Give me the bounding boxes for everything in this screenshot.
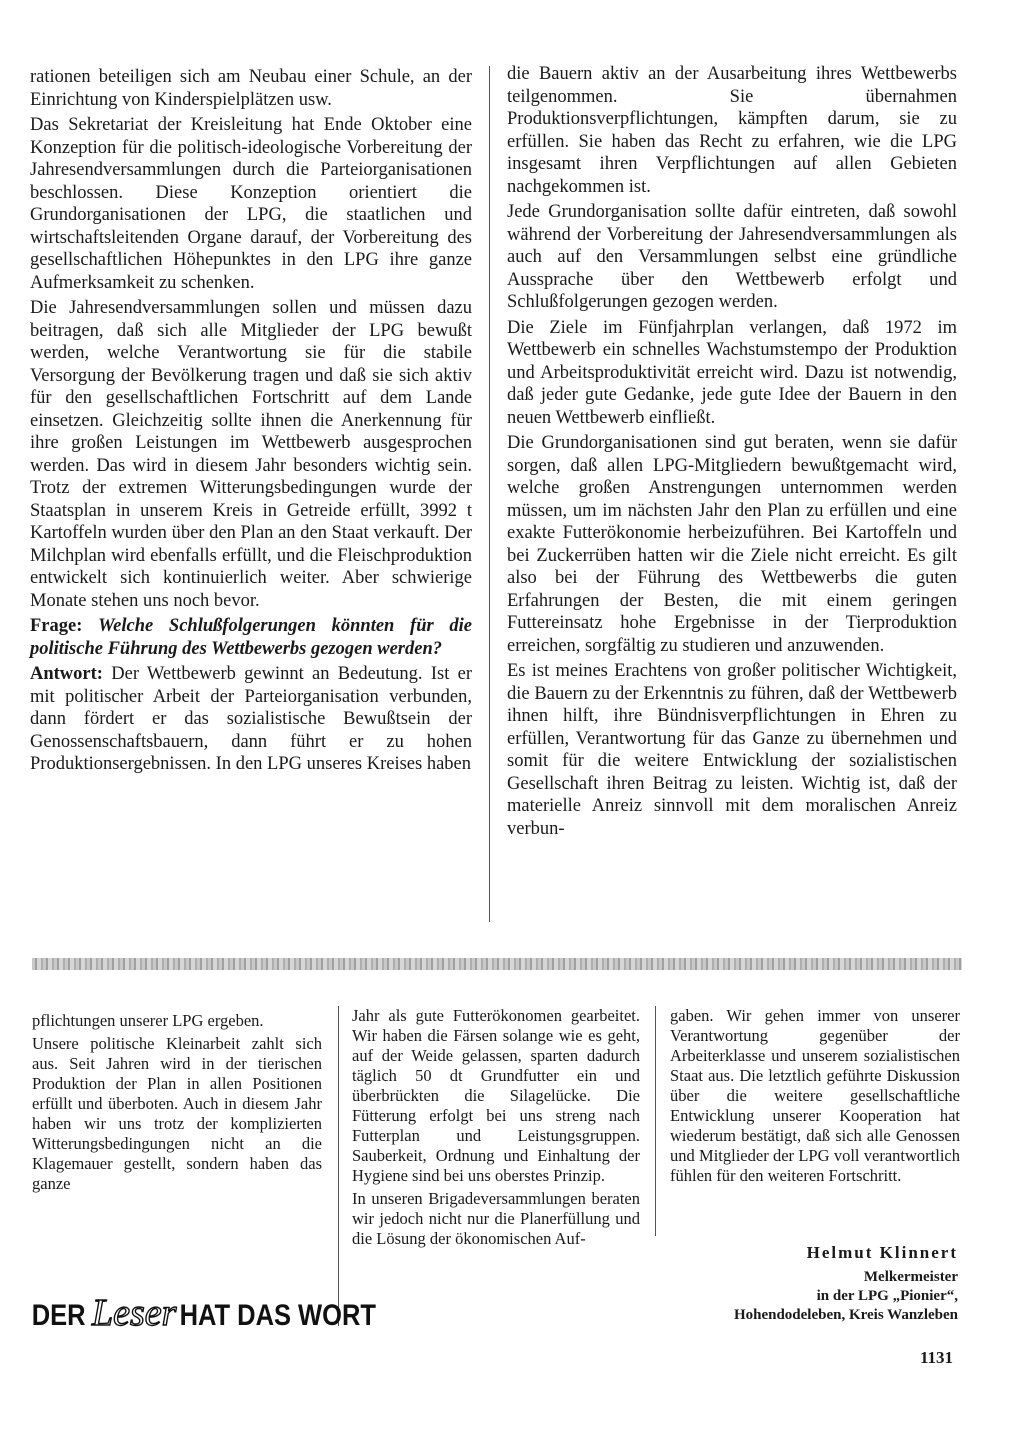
paragraph: Jede Grundorganisation sollte dafür eintreten, daß sowohl während der Vorbereitung der Jahresendversammlungen als auch auf den Versammlungen selbst eine gründliche Aussprache über den Wettbewerb erfolgt und Schlußfolgerungen gezogen werden. — [507, 202, 957, 312]
answer-label: Antwort: — [30, 664, 103, 684]
paragraph: Unsere politische Kleinarbeit zahlt sich aus. Seit Jahren wird in der tierischen Produktion der Plan in allen Positionen erfüllt und überboten. Auch in diesem Jahr haben wir uns trotz der komplizierten Witterungsbedingungen nicht an die Klagemauer gestellt, sondern haben das ganze — [32, 1034, 322, 1193]
question-label: Frage: — [30, 616, 83, 636]
lower-column-3 — [670, 1006, 960, 1189]
paragraph: In unseren Brigadeversammlungen beraten wir jedoch nicht nur die Planerfüllung und die Lösung der ökonomischen Auf- — [352, 1189, 640, 1248]
column-divider — [489, 66, 490, 922]
answer-text: Der Wettbewerb gewinnt an Bedeutung. Ist er mit politischer Arbeit der Parteiorganisation verbunden, dann fördert er das sozialistische Bewußtsein der Genossenschaftsbauern, dann führt er zu hohen Produktionsergebnissen. In den LPG unseres Kreises haben — [30, 664, 472, 774]
author-name: Helmut Klinnert — [806, 1243, 958, 1262]
page-number: 1131 — [920, 1348, 954, 1367]
question-paragraph — [30, 615, 472, 660]
column-divider — [338, 1006, 339, 1326]
upper-right-column — [507, 63, 957, 843]
upper-left-column — [30, 66, 472, 779]
paragraph: Jahr als gute Futterökonomen gearbeitet. Wir haben die Färsen solange wie es geht, auf der Weide gelassen, sparten dadurch täglich 50 dt Grundfutter ein und überbrückten die Silagelücke. Die Fütterung erfolgt bei uns streng nach Futterplan und Leistungsgruppen. Sauberkeit, Ordnung und Einhaltung der Hygiene sind bei uns oberstes Prinzip. — [352, 1006, 640, 1185]
author-place: Hohendodeleben, Kreis Wanzleben — [733, 1307, 958, 1323]
paragraph: Die Jahresendversammlungen sollen und müssen dazu beitragen, daß sich alle Mitglieder der LPG bewußt werden, welche Verantwortung sie für die stabile Versorgung der Bevölkerung tragen und daß sie sich aktiv für den gesellschaftlichen Fortschritt auf dem Lande einsetzen. Gleichzeitig sollte ihnen die Anerkennung für ihre großen Leistungen im Wettbewerb ausgesprochen werden. Das wird in diesem Jahr besonders wichtig sein. Trotz der extremen Witterungsbedingungen wurde der Staatsplan in unserem Kreis in Getreide erfüllt, 3992 t Kartoffeln wurden über den Plan an den Staat verkauft. Der Milchplan wird ebenfalls erfüllt, und die Fleischproduktion entwickelt sich kontinuierlich weiter. Aber schwierige Monate stehen uns noch bevor. — [30, 298, 472, 611]
author-title: Melkermeister — [863, 1269, 958, 1285]
paragraph: pflichtungen unserer LPG ergeben. — [32, 1011, 264, 1030]
author-details — [734, 1268, 958, 1325]
paragraph: Es ist meines Erachtens von großer politischer Wichtigkeit, die Bauern zu der Erkenntnis zu führen, daß der Wettbewerb ihnen hilft, ihre Bündnisverpflichtungen in Ehren zu erfüllen, Verantwortung für das Ganze zu übernehmen und somit für die weitere Entwicklung der sozialistischen Gesellschaft ihren Beitrag zu leisten. Wichtig ist, daß der materielle Anreiz sinnvoll mit dem moralischen Anreiz verbun- — [507, 661, 957, 839]
paragraph: gaben. Wir gehen immer von unserer Verantwortung gegenüber der Arbeiterklasse und unserem sozialistischen Staat aus. Die letztlich geführte Diskussion über die weitere gesellschaftliche Entwicklung unserer Kooperation hat wiederum bestätigt, daß sich alle Genossen und Mitglieder der LPG voll verantwortlich fühlen für den weiteren Fortschritt. — [670, 1006, 960, 1185]
logo-word-der: DER — [31, 1298, 86, 1332]
author-organization: in der LPG „Pionier“, — [816, 1288, 958, 1304]
paragraph: rationen beteiligen sich am Neubau einer Schule, an der Einrichtung von Kinderspielplätzen usw. — [30, 67, 472, 110]
lower-column-1 — [32, 1011, 322, 1197]
paragraph: Die Ziele im Fünfjahrplan verlangen, daß 1972 im Wettbewerb ein schnelles Wachstumstempo der Produktion und Arbeitsproduktivität erreicht wird. Dazu ist notwendig, daß jeder gute Gedanke, jede gute Idee der Bauern in den neuen Wettbewerb einfließt. — [507, 317, 957, 428]
logo-word-leser: Leser — [92, 1292, 177, 1334]
logo-word-hat-das-wort: HAT DAS WORT — [179, 1298, 376, 1332]
paragraph: die Bauern aktiv an der Ausarbeitung ihres Wettbewerbs teilgenommen. Sie übernahmen Produktionsverpflichtungen, kämpften darum, sie zu erfüllen. Sie haben das Recht zu erfahren, wie die LPG insgesamt ihren Verpflichtungen auf allen Gebieten nachgekommen ist. — [507, 64, 957, 197]
paragraph: Die Grundorganisationen sind gut beraten, wenn sie dafür sorgen, daß allen LPG-Mitgliedern bewußtgemacht wird, welche großen Anstrengungen unternommen werden müssen, um im nächsten Jahr den Plan zu erfüllen und eine exakte Futterökonomie herbeizuführen. Bei Kartoffeln und bei Zuckerrüben hatten wir die Ziele nicht erreicht. Es gilt also bei der Führung des Wettbewerbs die guten Erfahrungen der Besten, die mit einem geringen Futtereinsatz hohe Ergebnisse in der Tierproduktion erreichen, sorgfältig zu studieren und anzuwenden. — [507, 433, 957, 656]
paragraph: Das Sekretariat der Kreisleitung hat Ende Oktober eine Konzeption für die politisch-ideologische Vorbereitung der Jahresendversammlungen durch die Parteiorganisationen beschlossen. Diese Konzeption orientiert die Grundorganisationen der LPG, die staatlichen und wirtschaftsleitenden Organe darauf, der Vorbereitung des gesellschaftlichen Höhepunktes in den LPG ihre ganze Aufmerksamkeit zu schenken. — [30, 115, 472, 293]
section-divider — [32, 958, 962, 970]
lower-column-2 — [352, 1006, 640, 1252]
answer-paragraph — [30, 663, 472, 776]
question-text: Welche Schlußfolgerungen könnten für die politische Führung des Wettbewerbs gezogen werden? — [30, 616, 472, 659]
column-divider — [655, 1006, 656, 1236]
der-leser-hat-das-wort-logo — [30, 1285, 376, 1335]
